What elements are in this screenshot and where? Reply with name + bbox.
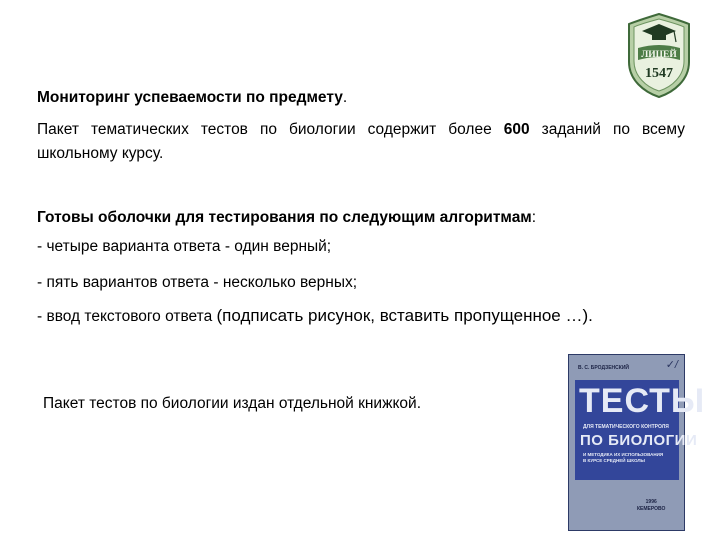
book-title: ТЕСТЫ [579, 382, 706, 420]
list-item-text: - ввод текстового ответа [37, 308, 217, 325]
shells-heading-colon: : [531, 209, 537, 226]
package-description [37, 118, 685, 166]
emblem-number: 1547 [645, 66, 673, 81]
task-count: 600 [503, 121, 530, 138]
shells-heading [37, 206, 685, 230]
book-subtitle-small: ДЛЯ ТЕМАТИЧЕСКОГО КОНТРОЛЯ [583, 424, 669, 430]
package-text-before: Пакет тематических тестов по биологии содержит более [37, 121, 504, 138]
list-item-detail: (подписать рисунок, вставить пропущенное …). [216, 306, 593, 325]
title-period: . [342, 89, 348, 106]
list-item: - четыре варианта ответа - один верный; [37, 238, 332, 255]
page-title [37, 86, 685, 110]
book-subtitle-big: ПО БИОЛОГИИ [580, 432, 698, 449]
package-text-after: заданий по всему школьному курсу. [37, 121, 685, 162]
title-text: Мониторинг успеваемости по предмету [37, 89, 343, 106]
published-note: Пакет тестов по биологии издан отдельной книжкой. [43, 395, 422, 412]
book-cover-image [568, 354, 706, 531]
shells-heading-text: Готовы оболочки для тестирования по следующим алгоритмам [37, 209, 532, 226]
list-item [37, 306, 593, 327]
emblem-top-label: ЛИЦЕЙ [641, 50, 677, 60]
book-author: В. С. БРОДЗЕНСКИЙ [578, 365, 630, 371]
list-item: - пять вариантов ответа - несколько верных; [37, 274, 358, 291]
book-title-band [575, 380, 706, 480]
book-subtitle-lines: И МЕТОДИКА ИХ ИСПОЛЬЗОВАНИЯ В КУРСЕ СРЕДНЕЙ ШКОЛЫ [583, 452, 664, 463]
book-year-city: 1996 КЕМЕРОВО [637, 499, 666, 512]
corner-mark-icon: ✓/ [665, 359, 678, 371]
